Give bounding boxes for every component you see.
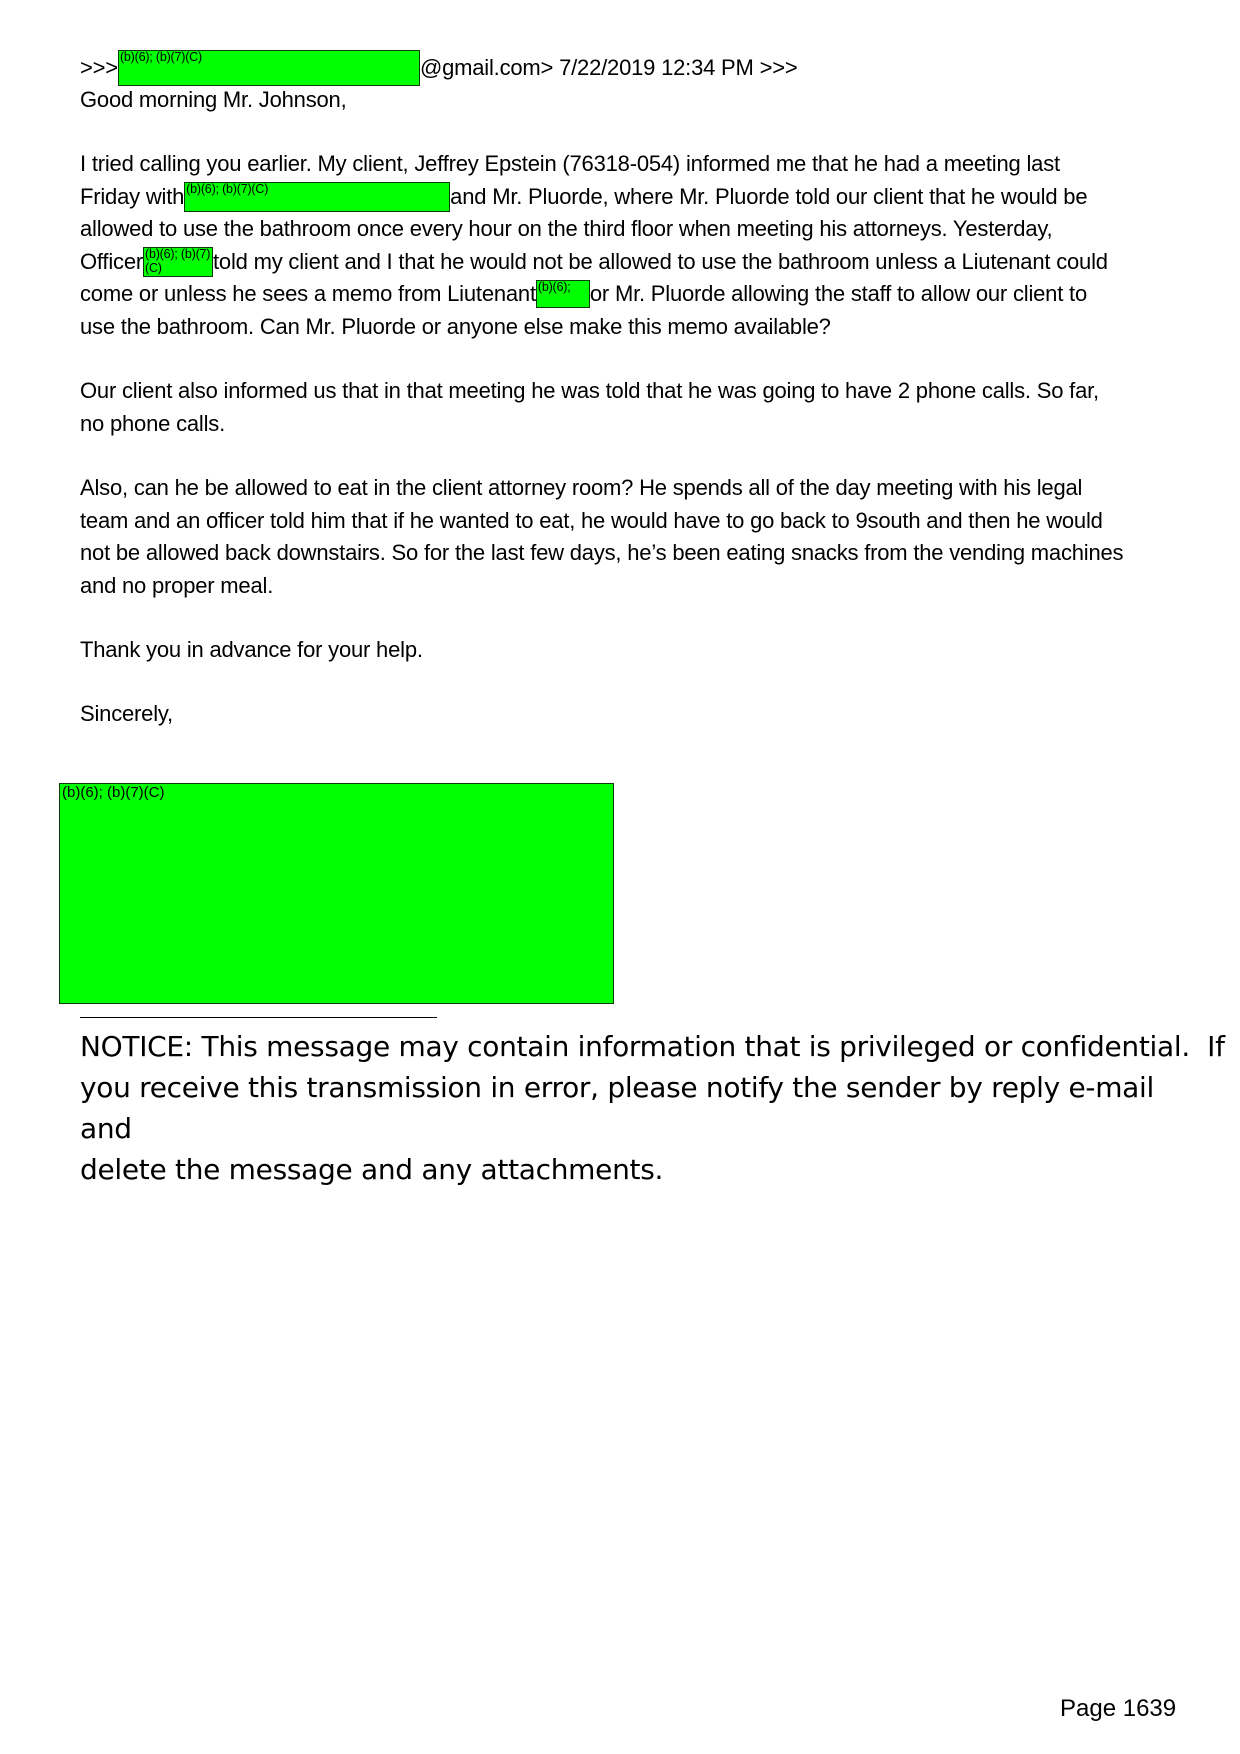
p1-line-4-after: told my client and I that he would not be allowed to use the bathroom unless a Liutenant could	[213, 248, 1108, 274]
header-email-suffix: @gmail.com>	[419, 55, 554, 80]
notice-line-3: delete the message and any attachments.	[80, 1153, 664, 1186]
redaction-code: (b)(6); (b)(7)(C)	[62, 784, 165, 801]
header-suffix: >>>	[759, 55, 798, 80]
closing-text: Sincerely,	[80, 701, 173, 726]
p1-line-6: use the bathroom. Can Mr. Pluorde or anyone else make this memo available?	[80, 313, 831, 339]
p1-line-5-before: come or unless he sees a memo from Liutenant	[80, 281, 536, 306]
redaction-code: (b)(6); (b)(7)(C)	[186, 181, 269, 196]
p1-line-4	[80, 246, 1180, 279]
p1-line-2-after: and Mr. Pluorde, where Mr. Pluorde told our client that he would be	[450, 183, 1088, 209]
notice-line-2: you receive this transmission in error, please notify the sender by reply e-mail and	[80, 1071, 1155, 1145]
p2-line-2: no phone calls.	[80, 410, 225, 436]
p1-line-1: I tried calling you earlier. My client, Jeffrey Epstein (76318-054) informed me that he had a meeting last	[80, 151, 1060, 176]
redaction-box-lieutenant	[536, 280, 590, 308]
p1-line-2-before: Friday with	[80, 183, 185, 209]
p1-line-4-before: Officer	[80, 248, 143, 274]
redaction-code: (b)(6);	[537, 280, 571, 294]
redaction-code: (b)(6); (b)(7)(C)	[119, 50, 202, 64]
header-prefix: >>>	[80, 55, 118, 80]
p1-line-3: allowed to use the bathroom once every hour on the third floor when meeting his attorneys. Yesterday,	[80, 216, 1053, 241]
greeting-line: Good morning Mr. Johnson,	[80, 87, 347, 112]
p1-line-2	[80, 181, 1180, 214]
p3-line-3: not be allowed back downstairs. So for the last few days, he’s been eating snacks from the vending machines	[80, 540, 1124, 565]
redaction-box-officer	[143, 247, 213, 277]
header-timestamp: 7/22/2019 12:34 PM	[559, 55, 754, 80]
redaction-box-signature	[59, 783, 614, 1004]
page-number: Page 1639	[1060, 1695, 1177, 1722]
confidentiality-notice	[80, 1026, 1225, 1190]
paragraph-1	[80, 148, 1180, 343]
p2-line-1: Our client also informed us that in that meeting he was told that he was going to have 2 phone calls. So far,	[80, 378, 1099, 403]
closing-line	[80, 698, 1180, 731]
greeting	[80, 84, 1180, 117]
paragraph-2	[80, 375, 1180, 440]
notice-separator	[80, 1017, 437, 1018]
thanks-text: Thank you in advance for your help.	[80, 637, 423, 662]
paragraph-3	[80, 472, 1180, 602]
redaction-code: (b)(6); (b)(7)(C)	[145, 246, 211, 275]
notice-line-1: NOTICE: This message may contain information that is privileged or confidential. If	[80, 1030, 1225, 1063]
p3-line-4: and no proper meal.	[80, 572, 274, 598]
p1-line-5-after: or Mr. Pluorde allowing the staff to allow our client to	[589, 281, 1087, 306]
thanks-line	[80, 634, 1180, 667]
p3-line-2: team and an officer told him that if he wanted to eat, he would have to go back to 9south and then he would	[80, 507, 1103, 533]
email-header	[80, 52, 1180, 85]
p1-line-5	[80, 278, 1180, 311]
redaction-box-meeting-official	[184, 182, 450, 212]
p3-line-1: Also, can he be allowed to eat in the client attorney room? He spends all of the day meeting with his legal	[80, 475, 1083, 500]
redaction-box-sender	[118, 50, 420, 86]
email-header-line	[80, 52, 1180, 85]
